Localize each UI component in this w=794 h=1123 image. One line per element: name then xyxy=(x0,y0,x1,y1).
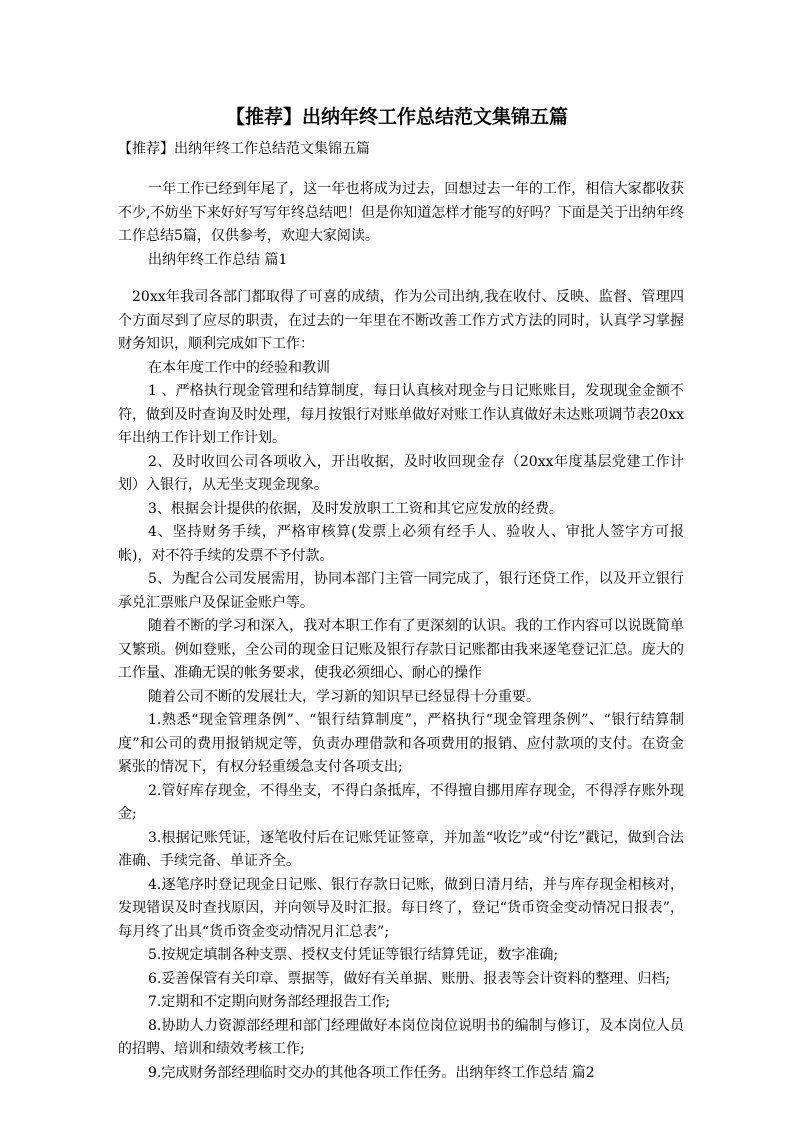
list-item: 3.根据记账凭证，逐笔收付后在记账凭证签章，并加盖“收讫”或“付讫”戳记，做到合法准确、手续完备、单证齐全。 xyxy=(118,829,684,869)
main-body xyxy=(118,286,684,1085)
intro-paragraph: 一年工作已经到年尾了，这一年也将成为过去，回想过去一年的工作，相信大家都收获不少,不妨坐下来好好写写年终总结吧！但是你知道怎样才能写的好吗？下面是关于出纳年终工作总结5篇，仅供参考，欢迎大家阅读。 xyxy=(118,181,684,244)
list-item: 9.完成财务部经理临时交办的其他各项工作任务。出纳年终工作总结 篇2 xyxy=(148,1064,595,1081)
list-item: 4.逐笔序时登记现金日记账、银行存款日记账，做到日清月结，并与库存现金相核对，发现错误及时查找原因，并向领导及时汇报。每日终了，登记“货币资金变动情况日报表”，每月终了出具“货币资金变动情况月汇总表”; xyxy=(118,876,684,940)
paragraph: 20xx年我司各部门都取得了可喜的成绩，作为公司出纳,我在收付、反映、监督、管理四个方面尽到了应尽的职责，在过去的一年里在不断改善工作方式方法的同时，认真学习掌握财务知识，顺利完成如下工作： xyxy=(118,289,684,352)
document-subtitle: 【推荐】出纳年终工作总结范文集锦五篇 xyxy=(118,141,370,157)
list-item: 4、坚持财务手续，严格审核算(发票上必须有经手人、验收人、审批人签字方可报帐)，对不符手续的发票不予付款。 xyxy=(118,524,684,564)
list-item: 1.熟悉“现金管理条例”、“银行结算制度”，严格执行“现金管理条例”、“银行结算制度”和公司的费用报销规定等，负责办理借款和各项费用的报销、应付款项的支付。在资金紧张的情况下，有权分轻重缓急支付各项支出; xyxy=(118,712,684,775)
document-title: 【推荐】出纳年终工作总结范文集锦五篇 xyxy=(225,106,568,128)
list-item: 2.管好库存现金，不得坐支，不得白条抵库，不得擅自挪用库存现金，不得浮存账外现金; xyxy=(118,782,684,822)
paragraph: 在本年度工作中的经验和教训 xyxy=(148,359,330,376)
list-item: 8.协助人力资源部经理和部门经理做好本岗位岗位说明书的编制与修订，及本岗位人员的招聘、培训和绩效考核工作; xyxy=(118,1017,684,1057)
intro-block xyxy=(118,178,684,272)
list-item: 5.按规定填制各种支票、授权支付凭证等银行结算凭证，数字准确; xyxy=(148,947,559,963)
list-item: 7.定期和不定期向财务部经理报告工作; xyxy=(148,994,391,1010)
list-item: 2、及时收回公司各项收入，开出收据，及时收回现金存（20xx年度基层党建工作计划）入银行，从无坐支现金现象。 xyxy=(118,453,684,493)
paragraph: 随着不断的学习和深入，我对本职工作有了更深刻的认识。我的工作内容可以说既简单又繁琐。例如登账，全公司的现金日记账及银行存款日记账都由我来逐笔登记汇总。庞大的工作量、准确无误的帐务要求，使我必须细心、耐心的操作 xyxy=(118,618,684,681)
list-item: 3、根据会计提供的依据，及时发放职工工资和其它应发放的经费。 xyxy=(148,500,563,517)
list-item: 6.妥善保管有关印章、票据等，做好有关单据、账册、报表等会计资料的整理、归档; xyxy=(148,970,671,987)
paragraph: 随着公司不断的发展壮大，学习新的知识早已经显得十分重要。 xyxy=(148,688,540,705)
section-heading: 出纳年终工作总结 篇1 xyxy=(148,251,288,268)
list-item: 5、为配合公司发展需用，协同本部门主管一同完成了，银行还贷工作，以及开立银行承兑汇票账户及保证金账户等。 xyxy=(118,571,684,611)
list-item: 1 、严格执行现金管理和结算制度，每日认真核对现金与日记账账目，发现现金金额不符，做到及时查询及时处理，每月按银行对账单做好对账工作认真做好未达账项调节表20xx年出纳工作计划工作计划。 xyxy=(118,383,684,446)
